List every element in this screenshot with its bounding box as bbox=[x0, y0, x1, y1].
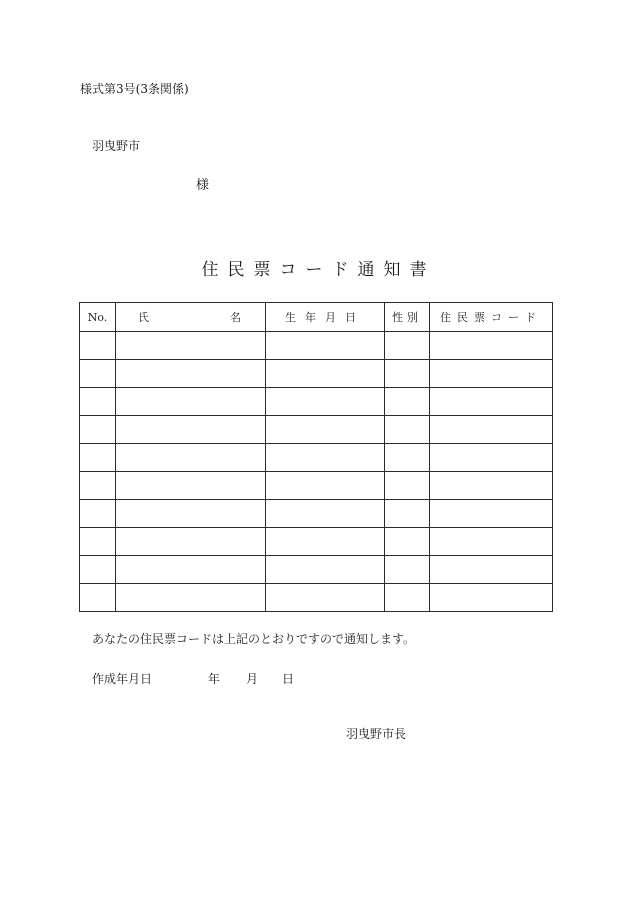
cell-no bbox=[80, 556, 116, 584]
cell-date-of-birth bbox=[266, 500, 385, 528]
cell-date-of-birth bbox=[266, 556, 385, 584]
honorific-sama: 様 bbox=[196, 178, 210, 193]
cell-no bbox=[80, 360, 116, 388]
cell-name bbox=[116, 472, 266, 500]
cell-name bbox=[116, 584, 266, 612]
cell-name bbox=[116, 556, 266, 584]
cell-sex bbox=[385, 528, 430, 556]
cell-sex bbox=[385, 444, 430, 472]
cell-no bbox=[80, 388, 116, 416]
document-title: 住民票コード通知書 bbox=[201, 260, 436, 280]
header-no: No. bbox=[80, 303, 116, 332]
table-body bbox=[80, 332, 553, 612]
cell-date-of-birth bbox=[266, 388, 385, 416]
cell-resident-code bbox=[430, 416, 553, 444]
cell-name bbox=[116, 388, 266, 416]
cell-sex bbox=[385, 472, 430, 500]
cell-sex bbox=[385, 360, 430, 388]
resident-code-table bbox=[79, 302, 553, 612]
header-name bbox=[116, 303, 266, 332]
cell-resident-code bbox=[430, 500, 553, 528]
cell-date-of-birth bbox=[266, 584, 385, 612]
cell-date-of-birth bbox=[266, 472, 385, 500]
cell-no bbox=[80, 332, 116, 360]
table-row bbox=[80, 556, 553, 584]
cell-name bbox=[116, 360, 266, 388]
cell-date-of-birth bbox=[266, 416, 385, 444]
cell-no bbox=[80, 416, 116, 444]
cell-sex bbox=[385, 332, 430, 360]
cell-no bbox=[80, 472, 116, 500]
header-name-given: 名 bbox=[230, 311, 241, 324]
table-row bbox=[80, 528, 553, 556]
cell-resident-code bbox=[430, 444, 553, 472]
cell-sex bbox=[385, 584, 430, 612]
creation-year-unit: 年 bbox=[208, 672, 221, 686]
cell-resident-code bbox=[430, 556, 553, 584]
notice-text: あなたの住民票コードは上記のとおりですので通知します。 bbox=[92, 632, 416, 646]
cell-no bbox=[80, 500, 116, 528]
cell-resident-code bbox=[430, 584, 553, 612]
header-sex: 性別 bbox=[385, 303, 430, 332]
cell-date-of-birth bbox=[266, 444, 385, 472]
table-row bbox=[80, 332, 553, 360]
table-row bbox=[80, 472, 553, 500]
creation-day-unit: 日 bbox=[282, 672, 295, 686]
cell-no bbox=[80, 444, 116, 472]
creation-date bbox=[92, 670, 294, 687]
creation-date-label: 作成年月日 bbox=[92, 672, 153, 686]
table-row bbox=[80, 444, 553, 472]
cell-resident-code bbox=[430, 472, 553, 500]
table-row bbox=[80, 388, 553, 416]
cell-date-of-birth bbox=[266, 332, 385, 360]
cell-name bbox=[116, 444, 266, 472]
addressee-city: 羽曳野市 bbox=[92, 139, 141, 153]
cell-sex bbox=[385, 388, 430, 416]
cell-resident-code bbox=[430, 528, 553, 556]
cell-resident-code bbox=[430, 388, 553, 416]
cell-no bbox=[80, 584, 116, 612]
issuer-mayor: 羽曳野市長 bbox=[346, 727, 407, 741]
table-row bbox=[80, 360, 553, 388]
table-row bbox=[80, 584, 553, 612]
table-row bbox=[80, 416, 553, 444]
table-row bbox=[80, 500, 553, 528]
cell-resident-code bbox=[430, 360, 553, 388]
cell-sex bbox=[385, 500, 430, 528]
cell-name bbox=[116, 416, 266, 444]
cell-name bbox=[116, 500, 266, 528]
header-date-of-birth: 生年月日 bbox=[266, 303, 385, 332]
cell-name bbox=[116, 332, 266, 360]
header-resident-code: 住民票コード bbox=[430, 303, 553, 332]
form-number: 様式第3号(3条関係) bbox=[80, 82, 189, 96]
cell-no bbox=[80, 528, 116, 556]
header-name-family: 氏 bbox=[138, 311, 149, 324]
cell-date-of-birth bbox=[266, 528, 385, 556]
cell-sex bbox=[385, 416, 430, 444]
cell-resident-code bbox=[430, 332, 553, 360]
cell-date-of-birth bbox=[266, 360, 385, 388]
table-header-row bbox=[80, 303, 553, 332]
creation-month-unit: 月 bbox=[246, 672, 259, 686]
cell-sex bbox=[385, 556, 430, 584]
cell-name bbox=[116, 528, 266, 556]
